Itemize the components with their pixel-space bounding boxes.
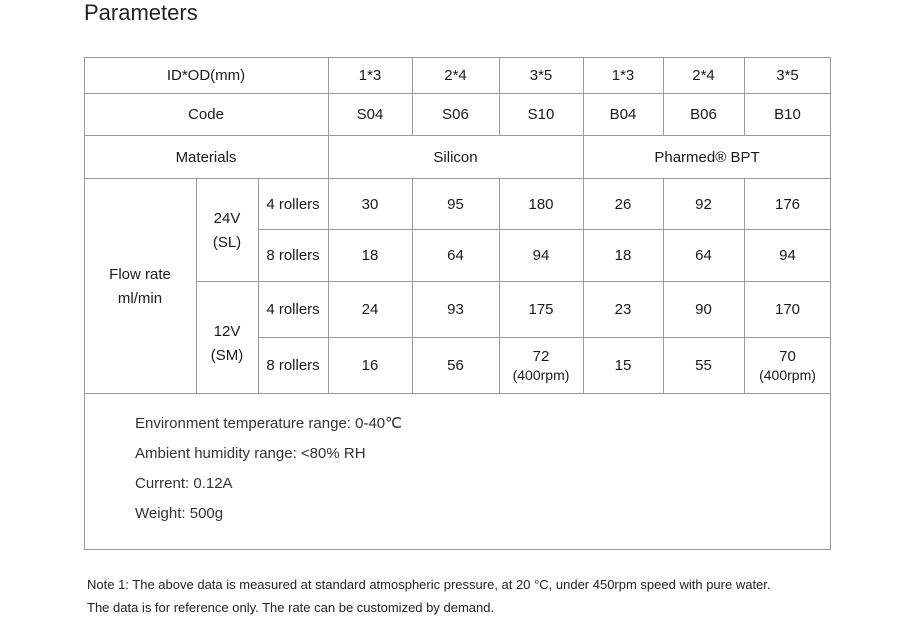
flow-rate-label xyxy=(84,179,196,394)
spec-weight: Weight: 500g xyxy=(135,505,224,522)
flow-value: 90 xyxy=(695,301,712,318)
header-label: ID*OD(mm) xyxy=(166,66,246,84)
code-value: S04 xyxy=(356,106,384,123)
flow-value: 56 xyxy=(447,357,464,374)
flow-value: 16 xyxy=(361,357,379,374)
flow-value: 72 xyxy=(532,348,550,365)
header-size: 3*5 xyxy=(529,66,553,84)
code-value: B04 xyxy=(609,106,637,123)
flow-value: 180 xyxy=(528,195,554,213)
voltage-24v: 24V xyxy=(213,209,241,227)
flow-value: 94 xyxy=(779,247,796,264)
voltage-24v-type: (SL) xyxy=(212,233,242,251)
flow-value: 18 xyxy=(614,247,632,264)
flow-value: 26 xyxy=(614,195,632,213)
voltage-24v-label xyxy=(196,179,258,282)
spec-temperature: Environment temperature range: 0-40℃ xyxy=(135,415,402,432)
flow-value: 18 xyxy=(361,247,379,264)
flow-value: 64 xyxy=(695,247,712,264)
flow-value: 64 xyxy=(447,247,464,264)
flow-value: 175 xyxy=(528,301,554,318)
flow-value: 170 xyxy=(774,301,801,318)
spec-current: Current: 0.12A xyxy=(135,475,233,492)
materials-label: Materials xyxy=(175,148,237,166)
code-value: B06 xyxy=(690,106,717,123)
flow-value-rpm xyxy=(744,338,831,394)
flow-value: 94 xyxy=(532,247,550,264)
material-silicon: Silicon xyxy=(433,148,478,166)
code-value: S06 xyxy=(442,106,469,123)
flow-value: 95 xyxy=(447,195,464,213)
specs-list xyxy=(135,413,402,533)
code-label: Code xyxy=(188,106,224,123)
flow-value: 70 xyxy=(779,348,796,365)
spec-humidity: Ambient humidity range: <80% RH xyxy=(135,445,366,462)
rpm-note: (400rpm) xyxy=(512,367,570,383)
flow-value-rpm xyxy=(499,338,583,394)
header-size: 3*5 xyxy=(776,66,799,84)
rollers-label: 4 rollers xyxy=(266,301,320,318)
flow-value: 92 xyxy=(695,195,712,213)
code-value: B10 xyxy=(774,106,801,123)
page-title: Parameters xyxy=(84,0,198,25)
flow-value: 24 xyxy=(361,301,379,318)
footer-note-1: Note 1: The above data is measured at standard atmospheric pressure, at 20 °C, under 450rpm speed with pure water. xyxy=(87,577,771,592)
header-size: 2*4 xyxy=(444,66,467,84)
flow-value: 15 xyxy=(614,357,632,374)
flow-value: 23 xyxy=(614,301,632,318)
voltage-12v-type: (SM) xyxy=(210,347,244,364)
flow-value: 55 xyxy=(695,357,712,374)
rpm-note: (400rpm) xyxy=(759,367,816,383)
header-size: 2*4 xyxy=(692,66,715,84)
voltage-12v-label xyxy=(196,282,258,394)
voltage-12v: 12V xyxy=(213,323,241,340)
material-pharmed: Pharmed® BPT xyxy=(654,148,760,166)
rollers-label: 8 rollers xyxy=(266,357,320,374)
flow-rate-label-line1: Flow rate xyxy=(109,265,171,283)
flow-rate-label-line2: ml/min xyxy=(117,289,163,307)
flow-value: 30 xyxy=(361,195,379,213)
footer-note-2: The data is for reference only. The rate can be customized by demand. xyxy=(87,600,495,615)
rollers-label: 8 rollers xyxy=(266,247,320,264)
footer-notes xyxy=(87,576,771,622)
header-size: 1*3 xyxy=(358,66,382,84)
flow-value: 93 xyxy=(447,301,464,318)
code-value: S10 xyxy=(527,106,555,123)
rollers-label: 4 rollers xyxy=(266,195,320,213)
header-size: 1*3 xyxy=(611,66,635,84)
flow-value: 176 xyxy=(774,195,801,213)
